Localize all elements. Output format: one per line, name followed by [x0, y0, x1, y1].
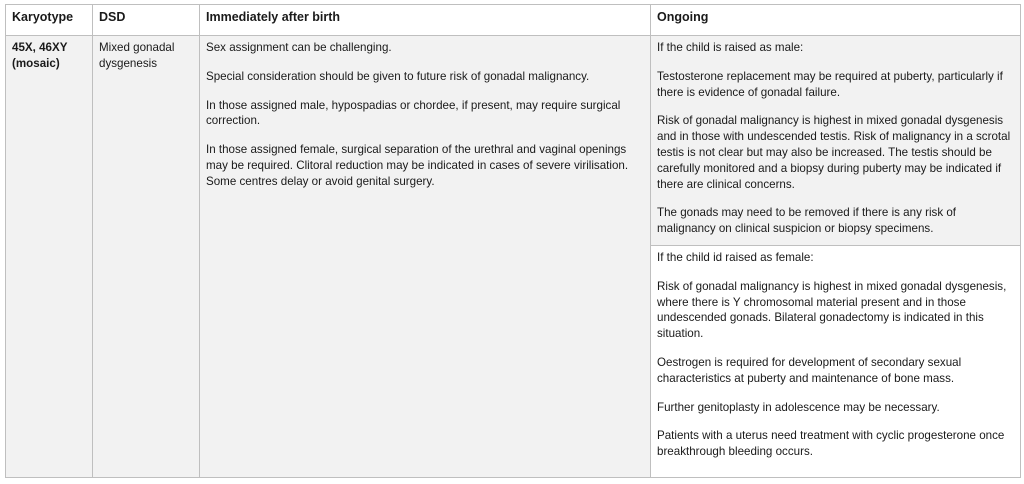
- karyotype-cell: 45X, 46XY (mosaic): [6, 36, 93, 478]
- ongoing-female-paragraph: Patients with a uterus need treatment with cyclic progesterone once breakthrough bleeding occurs.: [657, 429, 1005, 459]
- ongoing-male-paragraph: Testosterone replacement may be required at puberty, particularly if there is evidence of gonadal failure.: [657, 69, 1003, 99]
- header-karyotype: Karyotype: [6, 5, 93, 36]
- immediately-paragraph: Sex assignment can be challenging.: [206, 41, 392, 54]
- ongoing-female-paragraph: Oestrogen is required for development of secondary sexual characteristics at puberty and maintenance of bone mass.: [657, 355, 962, 385]
- header-dsd: DSD: [93, 5, 200, 36]
- ongoing-male-cell: [651, 36, 1021, 246]
- ongoing-female-cell: [651, 246, 1021, 478]
- ongoing-male-paragraph: If the child is raised as male:: [657, 41, 804, 54]
- immediately-paragraph: In those assigned female, surgical separation of the urethral and vaginal openings may be required. Clitoral reduction may be indicated in cases of severe virilisation. Some centres delay or avoid genital surgery.: [206, 143, 629, 188]
- header-ongoing: Ongoing: [651, 5, 1021, 36]
- ongoing-female-paragraph: Further genitoplasty in adolescence may be necessary.: [657, 400, 940, 414]
- header-row: [6, 5, 1021, 36]
- ongoing-male-paragraph: The gonads may need to be removed if there is any risk of malignancy on clinical suspicion or biopsy specimens.: [657, 206, 957, 236]
- dsd-cell: Mixed gonadal dysgenesis: [93, 36, 200, 478]
- dsd-table: [5, 4, 1021, 478]
- ongoing-female-paragraph: If the child id raised as female:: [657, 251, 814, 264]
- immediately-after-birth-cell: [200, 36, 651, 478]
- ongoing-male-paragraph: Risk of gonadal malignancy is highest in mixed gonadal dysgenesis and in those with undescended testis. Risk of malignancy in a scrotal testis is not clear but may also be increased. The testis should be carefully monitored and a biopsy during puberty may be indicated if there are clinical concerns.: [657, 114, 1011, 191]
- immediately-paragraph: Special consideration should be given to future risk of gonadal malignancy.: [206, 69, 590, 83]
- immediately-paragraph: In those assigned male, hypospadias or chordee, if present, may require surgical correction.: [206, 98, 621, 128]
- header-immediately-after-birth: Immediately after birth: [200, 5, 651, 36]
- ongoing-female-paragraph: Risk of gonadal malignancy is highest in mixed gonadal dysgenesis, where there is Y chromosomal material present and in those undescended gonads. Bilateral gonadectomy is indicated in this situation.: [657, 279, 1007, 341]
- table-row: [6, 36, 1021, 246]
